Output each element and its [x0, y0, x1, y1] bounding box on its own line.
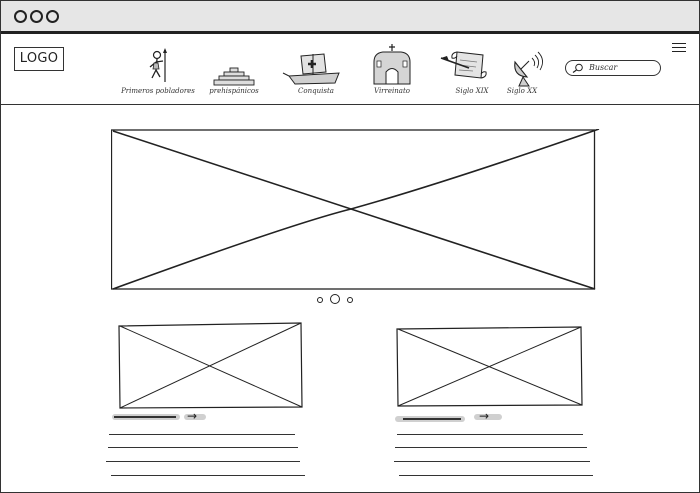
carousel-dot[interactable]	[347, 297, 353, 303]
carousel-indicators	[316, 294, 356, 306]
hamburger-menu-icon[interactable]	[672, 40, 686, 54]
nav-item-prehispanicos[interactable]	[197, 44, 271, 99]
card-2-text-line	[394, 461, 590, 462]
card-2-text-line	[395, 447, 587, 448]
nav-item-virreinato[interactable]	[355, 44, 429, 99]
hero-image-placeholder	[111, 129, 601, 291]
church-icon	[355, 44, 429, 88]
nav-label: Virreinato	[374, 87, 410, 95]
nav-item-conquista[interactable]	[279, 44, 353, 99]
nav-label: prehispánicos	[209, 87, 259, 95]
card-2-link[interactable]	[403, 418, 461, 420]
nav-label: Siglo XX	[506, 87, 538, 95]
nav-label: Conquista	[298, 87, 334, 95]
title-bar	[1, 1, 699, 34]
nav-item-siglo-xx[interactable]	[485, 44, 559, 99]
card-2-text-line	[399, 475, 593, 476]
card-2-text-line	[397, 434, 583, 435]
search-label: Buscar	[589, 63, 618, 72]
card-1-text-line	[109, 434, 295, 435]
card-1-text-line	[108, 447, 298, 448]
window-close-button[interactable]	[14, 10, 27, 23]
satellite-dish-icon	[485, 44, 559, 88]
nav-label: Primeros pobladores	[121, 87, 195, 95]
arrow-right-icon[interactable]: →	[187, 409, 198, 423]
ship-icon	[279, 44, 353, 88]
arrow-right-icon[interactable]: →	[479, 409, 490, 423]
site-header	[1, 34, 699, 105]
window-maximize-button[interactable]	[46, 10, 59, 23]
card-1-image-placeholder	[117, 322, 305, 410]
window-minimize-button[interactable]	[30, 10, 43, 23]
nav-item-primeros-pobladores[interactable]	[121, 44, 195, 99]
card-1-text-line	[111, 475, 305, 476]
carousel-dot-active[interactable]	[330, 294, 340, 304]
card-1-link[interactable]	[114, 416, 176, 418]
nav-label: Siglo XIX	[455, 87, 489, 95]
warrior-icon	[121, 44, 195, 88]
card-1-text-line	[106, 461, 300, 462]
pyramid-icon	[197, 44, 271, 88]
card-2-image-placeholder	[395, 326, 585, 408]
carousel-dot[interactable]	[317, 297, 323, 303]
logo[interactable]: LOGO	[14, 47, 64, 71]
search-box[interactable]	[565, 60, 661, 76]
search-icon	[572, 63, 584, 73]
